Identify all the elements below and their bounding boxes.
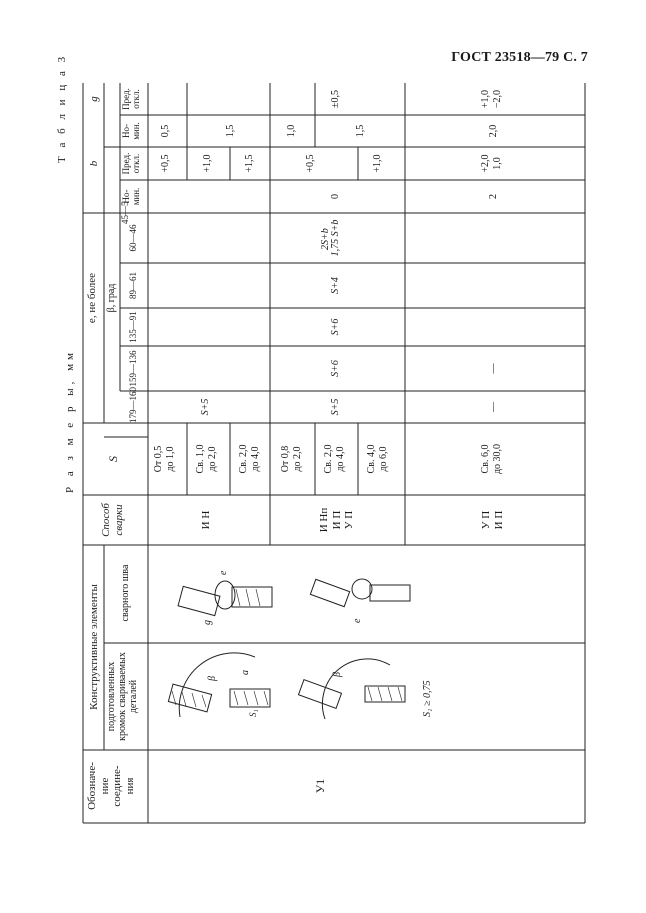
- g-nom-g1-rest: 1,5: [225, 124, 236, 138]
- b-dev-5: +1,0: [372, 154, 383, 173]
- b-nom-header: Но- мин.: [121, 187, 141, 206]
- edge-drawing-2: [290, 647, 440, 747]
- g-dev-header: Пред. откл.: [121, 88, 141, 110]
- g-dev-last: +1,0 −2,0: [480, 89, 503, 109]
- e-60: 1,75 S+b: [330, 219, 341, 257]
- weld-drawing-1: [170, 545, 280, 641]
- beta-range-0: 179—160: [128, 387, 138, 423]
- b-dev-0: +0,5: [160, 154, 171, 173]
- col-prepared-edges: подготовленных кромок свариваемых деталей: [106, 652, 139, 741]
- s-row-3: От 0,8 до 2,0: [280, 445, 303, 473]
- b-nom-mid: 0: [330, 194, 341, 199]
- g-nom-0: 0,5: [160, 124, 171, 138]
- edge-drawing-1: [160, 647, 290, 747]
- col-b: b: [88, 160, 100, 167]
- col-structural: Конструктивные элементы: [88, 584, 100, 710]
- g-nom-last: 2,0: [488, 124, 499, 138]
- beta-range-1: 159—136: [128, 350, 138, 387]
- b-dev-header: Пред. откл.: [121, 152, 141, 175]
- s-row-4: Св. 2,0 до 4,0: [323, 444, 346, 474]
- page-header: ГОСТ 23518—79 С. 7: [451, 50, 588, 65]
- e-45-value: 2S+b: [320, 228, 331, 250]
- e-159: S+6: [330, 360, 341, 377]
- b-dev-mid: +0,5: [305, 154, 316, 173]
- col-g: g: [88, 96, 100, 102]
- method-group-2: И Нп И П У П: [318, 507, 356, 533]
- fig-a-label: a: [240, 670, 251, 675]
- s-row-2: Св. 2,0 до 4,0: [238, 444, 261, 474]
- col-method: Способ сварки: [100, 503, 125, 537]
- s-row-0: От 0,5 до 1,0: [153, 445, 176, 473]
- s-row-1: Св. 1,0 до 2,0: [195, 444, 218, 474]
- table-label: Т а б л и ц а 3: [56, 53, 68, 163]
- b-dev-1: +1,0: [202, 154, 213, 173]
- beta-range-5: 45—5: [120, 201, 130, 224]
- fig-e-label: e: [218, 570, 229, 575]
- col-e: e, не более: [86, 272, 98, 324]
- g-nom-header: Но- мин.: [121, 122, 141, 140]
- b-dev-last: +2,0 1,0: [480, 154, 503, 173]
- b-nom-last: 2: [488, 194, 499, 199]
- s-row-6: Св. 6,0 до 30,0: [480, 443, 503, 475]
- designation-value: У1: [313, 778, 327, 794]
- e-89: S+4: [330, 277, 341, 294]
- e-135: S+6: [330, 318, 341, 336]
- beta-range-4: 60—46: [128, 224, 138, 252]
- b-dev-2: +1,5: [244, 154, 255, 173]
- col-designation: Обозначе- ние соедине- ния: [86, 762, 136, 810]
- method-group-1: И Н: [200, 510, 212, 530]
- beta-range-2: 135—91: [128, 311, 138, 343]
- e-g3-179: —: [488, 402, 499, 412]
- e-g1-179: S+5: [200, 398, 211, 416]
- fig-e-label-2: e: [352, 618, 363, 623]
- e-g2-179: S+5: [330, 398, 341, 416]
- fig-beta-label: β: [207, 676, 218, 681]
- s-row-5: Св. 4,0 до 6,0: [366, 444, 389, 474]
- g-dev-main: ±0,5: [330, 90, 341, 108]
- fig-s1-rule: S₁ ≥ 0,75: [422, 680, 433, 717]
- fig-beta-label-2: β: [332, 672, 343, 677]
- g-nom-g2-rest: 1,5: [355, 124, 366, 138]
- g-nom-3: 1,0: [286, 124, 297, 138]
- method-group-3: У П И П: [480, 510, 505, 530]
- e-159-g3: —: [488, 363, 499, 374]
- weld-drawing-2: [300, 545, 420, 641]
- col-s: S: [106, 456, 120, 462]
- col-beta: β, град: [106, 283, 117, 313]
- dimensions-label: Р а з м е р ы, мм: [64, 348, 76, 493]
- fig-g-label: g: [202, 620, 213, 625]
- col-weld: сварного шва: [120, 564, 131, 622]
- fig-s1-label: S₁: [248, 709, 258, 717]
- beta-range-3: 89—61: [128, 272, 138, 299]
